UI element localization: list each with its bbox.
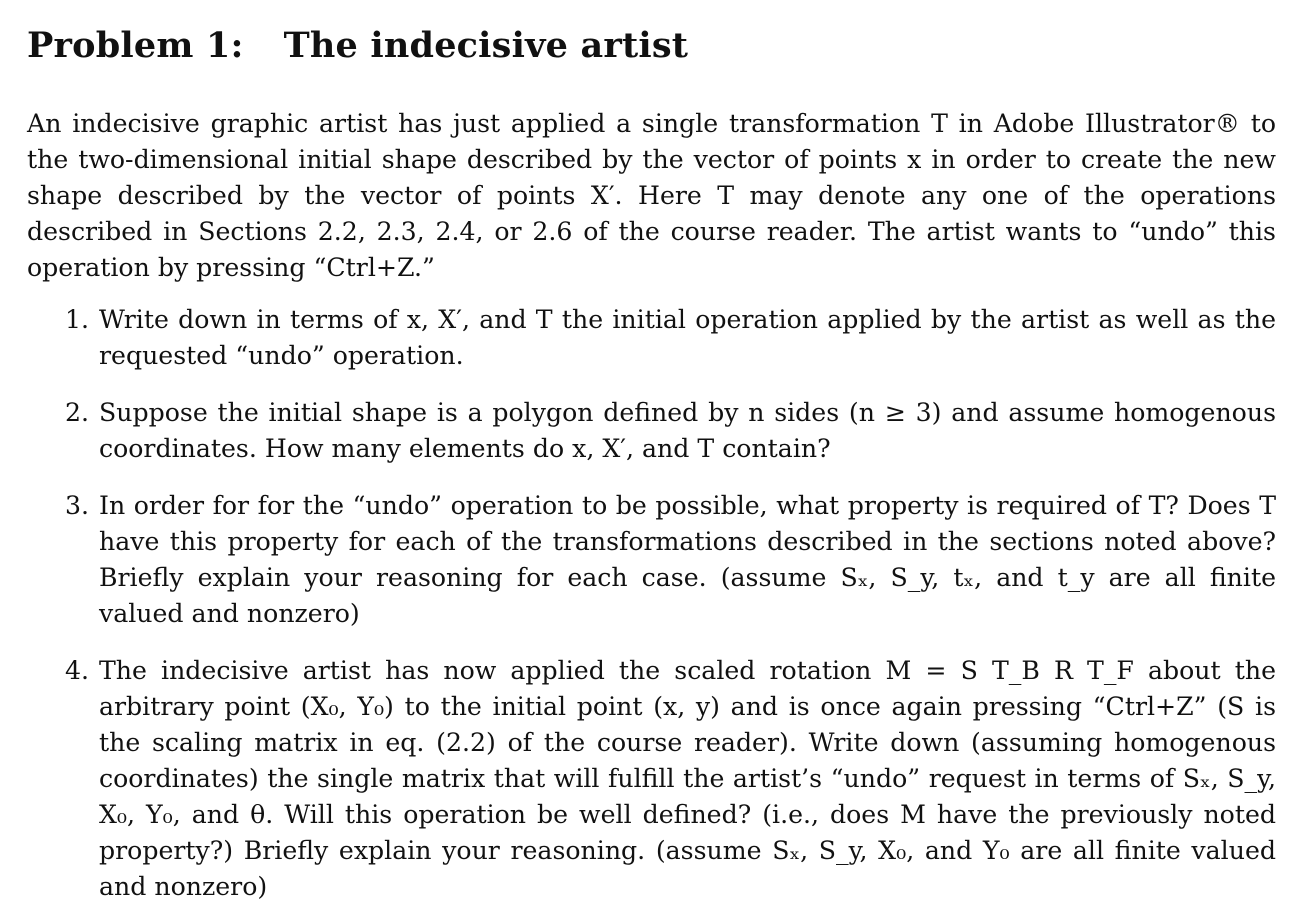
item-number: 2. xyxy=(64,398,89,427)
item-text: The indecisive artist has now applied the scaled rotation M = S T_B R T_F about the arbitrary point (X₀, Y₀) to the initial point (x, y) and is once again pressing “Ctrl+Z” (S is the scaling matrix in eq. (2.2) of the course reader). Write down (assuming homogenous coordinates) the single matrix that will fulfill the artist’s “undo” request in terms of Sₓ, S_y, X₀, Y₀, and θ. Will this operation be well defined? (i.e., does M have the previously noted property?) Briefly explain your reasoning. (assume Sₓ, S_y, X₀, and Y₀ are all finite valued and nonzero) xyxy=(99,656,1276,901)
item-text: In order for for the “undo” operation to be possible, what property is required of T? Does T have this property for each of the transformations described in the sections noted above? Briefly explain your reasoning for each case. (assume Sₓ, S_y, tₓ, and t_y are all finite valued and nonzero) xyxy=(99,491,1276,628)
list-item xyxy=(27,395,1276,467)
list-item xyxy=(27,653,1276,905)
list-item xyxy=(27,302,1276,374)
item-text: Write down in terms of x, X′, and T the initial operation applied by the artist as well as the requested “undo” operation. xyxy=(99,305,1276,370)
intro-paragraph: An indecisive graphic artist has just applied a single transformation T in Adobe Illustrator® to the two-dimensional initial shape described by the vector of points x in order to create the new shape described by the vector of points X′. Here T may denote any one of the operations described in Sections 2.2, 2.3, 2.4, or 2.6 of the course reader. The artist wants to “undo” this operation by pressing “Ctrl+Z.” xyxy=(27,109,1276,282)
problem-heading xyxy=(27,22,1276,70)
problem-title: The indecisive artist xyxy=(283,25,689,66)
item-text: Suppose the initial shape is a polygon defined by n sides (n ≥ 3) and assume homogenous coordinates. How many elements do x, X′, and T contain? xyxy=(99,398,1276,463)
item-number: 4. xyxy=(64,656,89,685)
list-item xyxy=(27,488,1276,632)
item-number: 1. xyxy=(64,305,89,334)
item-number: 3. xyxy=(64,491,89,520)
problem-number: Problem 1: xyxy=(27,25,244,66)
question-list xyxy=(27,302,1276,905)
